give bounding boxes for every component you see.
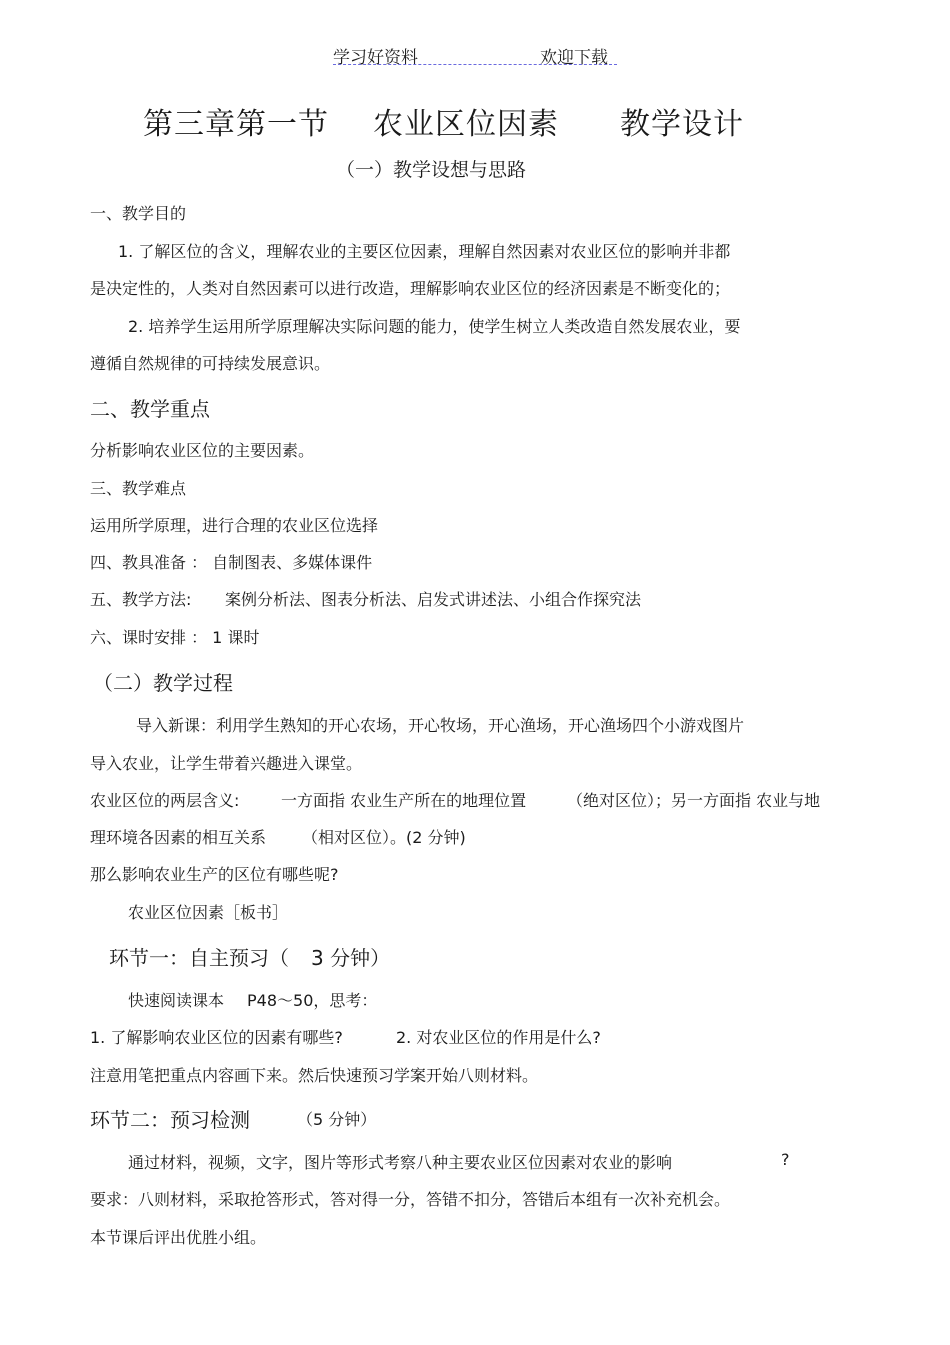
header-right: 欢迎下载 <box>540 48 608 68</box>
read-label: 快速阅读课本 <box>128 991 225 1010</box>
intro-line-2: 导入农业，让学生带着兴趣进入课堂。 <box>90 754 363 773</box>
award-line: 本节课后评出优胜小组。 <box>90 1228 267 1247</box>
goal-heading: 一、教学目的 <box>90 204 187 223</box>
goal-2-line-2: 遵循自然规律的可持续发展意识。 <box>90 354 331 373</box>
meaning-line-2b: （相对区位）。(2 分钟) <box>302 828 466 847</box>
subtitle: （一）教学设想与思路 <box>336 159 527 181</box>
meaning-line-1a: 一方面指 农业生产所在的地理位置 <box>281 791 527 810</box>
step2-time: （5 分钟） <box>297 1110 377 1129</box>
intro-line-1: 导入新课：利用学生熟知的开心农场，开心牧场，开心渔场，开心渔场四个小游戏图片 <box>136 716 745 735</box>
question-line: 那么影响农业生产的区位有哪些呢? <box>90 865 339 884</box>
note-line: 注意用笔把重点内容画下来。然后快速预习学案开始八则材料。 <box>90 1066 539 1085</box>
title-topic: 农业区位因素 <box>373 107 559 142</box>
goal-1-line-1: 1. 了解区位的含义，理解农业的主要区位因素，理解自然因素对农业区位的影响并非都 <box>118 242 731 261</box>
key-text: 分析影响农业区位的主要因素。 <box>90 441 315 460</box>
difficult-text: 运用所学原理，进行合理的农业区位选择 <box>90 516 379 535</box>
title-chapter: 第三章第一节 <box>143 107 329 142</box>
question-2: 2. 对农业区位的作用是什么? <box>396 1028 601 1047</box>
question-1: 1. 了解影响农业区位的因素有哪些? <box>90 1028 343 1047</box>
header-left: 学习好资料 <box>333 48 418 68</box>
meaning-label: 农业区位的两层含义: <box>90 791 240 810</box>
schedule-line: 六、课时安排 ： 1 课时 <box>90 628 260 647</box>
board-note: 农业区位因素［板书］ <box>128 903 289 922</box>
read-text: P48～50，思考： <box>247 991 378 1010</box>
methods-text: 案例分析法、图表分析法、启发式讲述法、小组合作探究法 <box>225 590 642 609</box>
step1-time: 3 分钟） <box>311 946 391 970</box>
process-heading: （二）教学过程 <box>93 671 233 695</box>
meaning-line-1b: （绝对区位）；另一方面指 农业与地 <box>567 791 821 810</box>
key-heading: 二、教学重点 <box>90 397 210 421</box>
header-divider <box>333 64 617 65</box>
check-mark: ? <box>781 1150 790 1169</box>
goal-1-line-2: 是决定性的，人类对自然因素可以进行改造，理解影响农业区位的经济因素是不断变化的； <box>90 279 731 298</box>
meaning-line-2a: 理环境各因素的相互关系 <box>90 828 267 847</box>
tools-line: 四、教具准备 ： 自制图表、多媒体课件 <box>90 553 373 572</box>
check-line: 通过材料，视频，文字，图片等形式考察八种主要农业区位因素对农业的影响 <box>128 1153 673 1172</box>
difficult-heading: 三、教学难点 <box>90 479 187 498</box>
title-suffix: 教学设计 <box>620 107 744 142</box>
rules-line: 要求：八则材料，采取抢答形式，答对得一分，答错不扣分，答错后本组有一次补充机会。 <box>90 1190 731 1209</box>
step2-label: 环节二：预习检测 <box>90 1108 250 1132</box>
goal-2-line-1: 2. 培养学生运用所学原理解决实际问题的能力，使学生树立人类改造自然发展农业，要 <box>128 317 741 336</box>
methods-label: 五、教学方法: <box>90 590 192 609</box>
step1-label: 环节一：自主预习（ <box>109 946 289 970</box>
